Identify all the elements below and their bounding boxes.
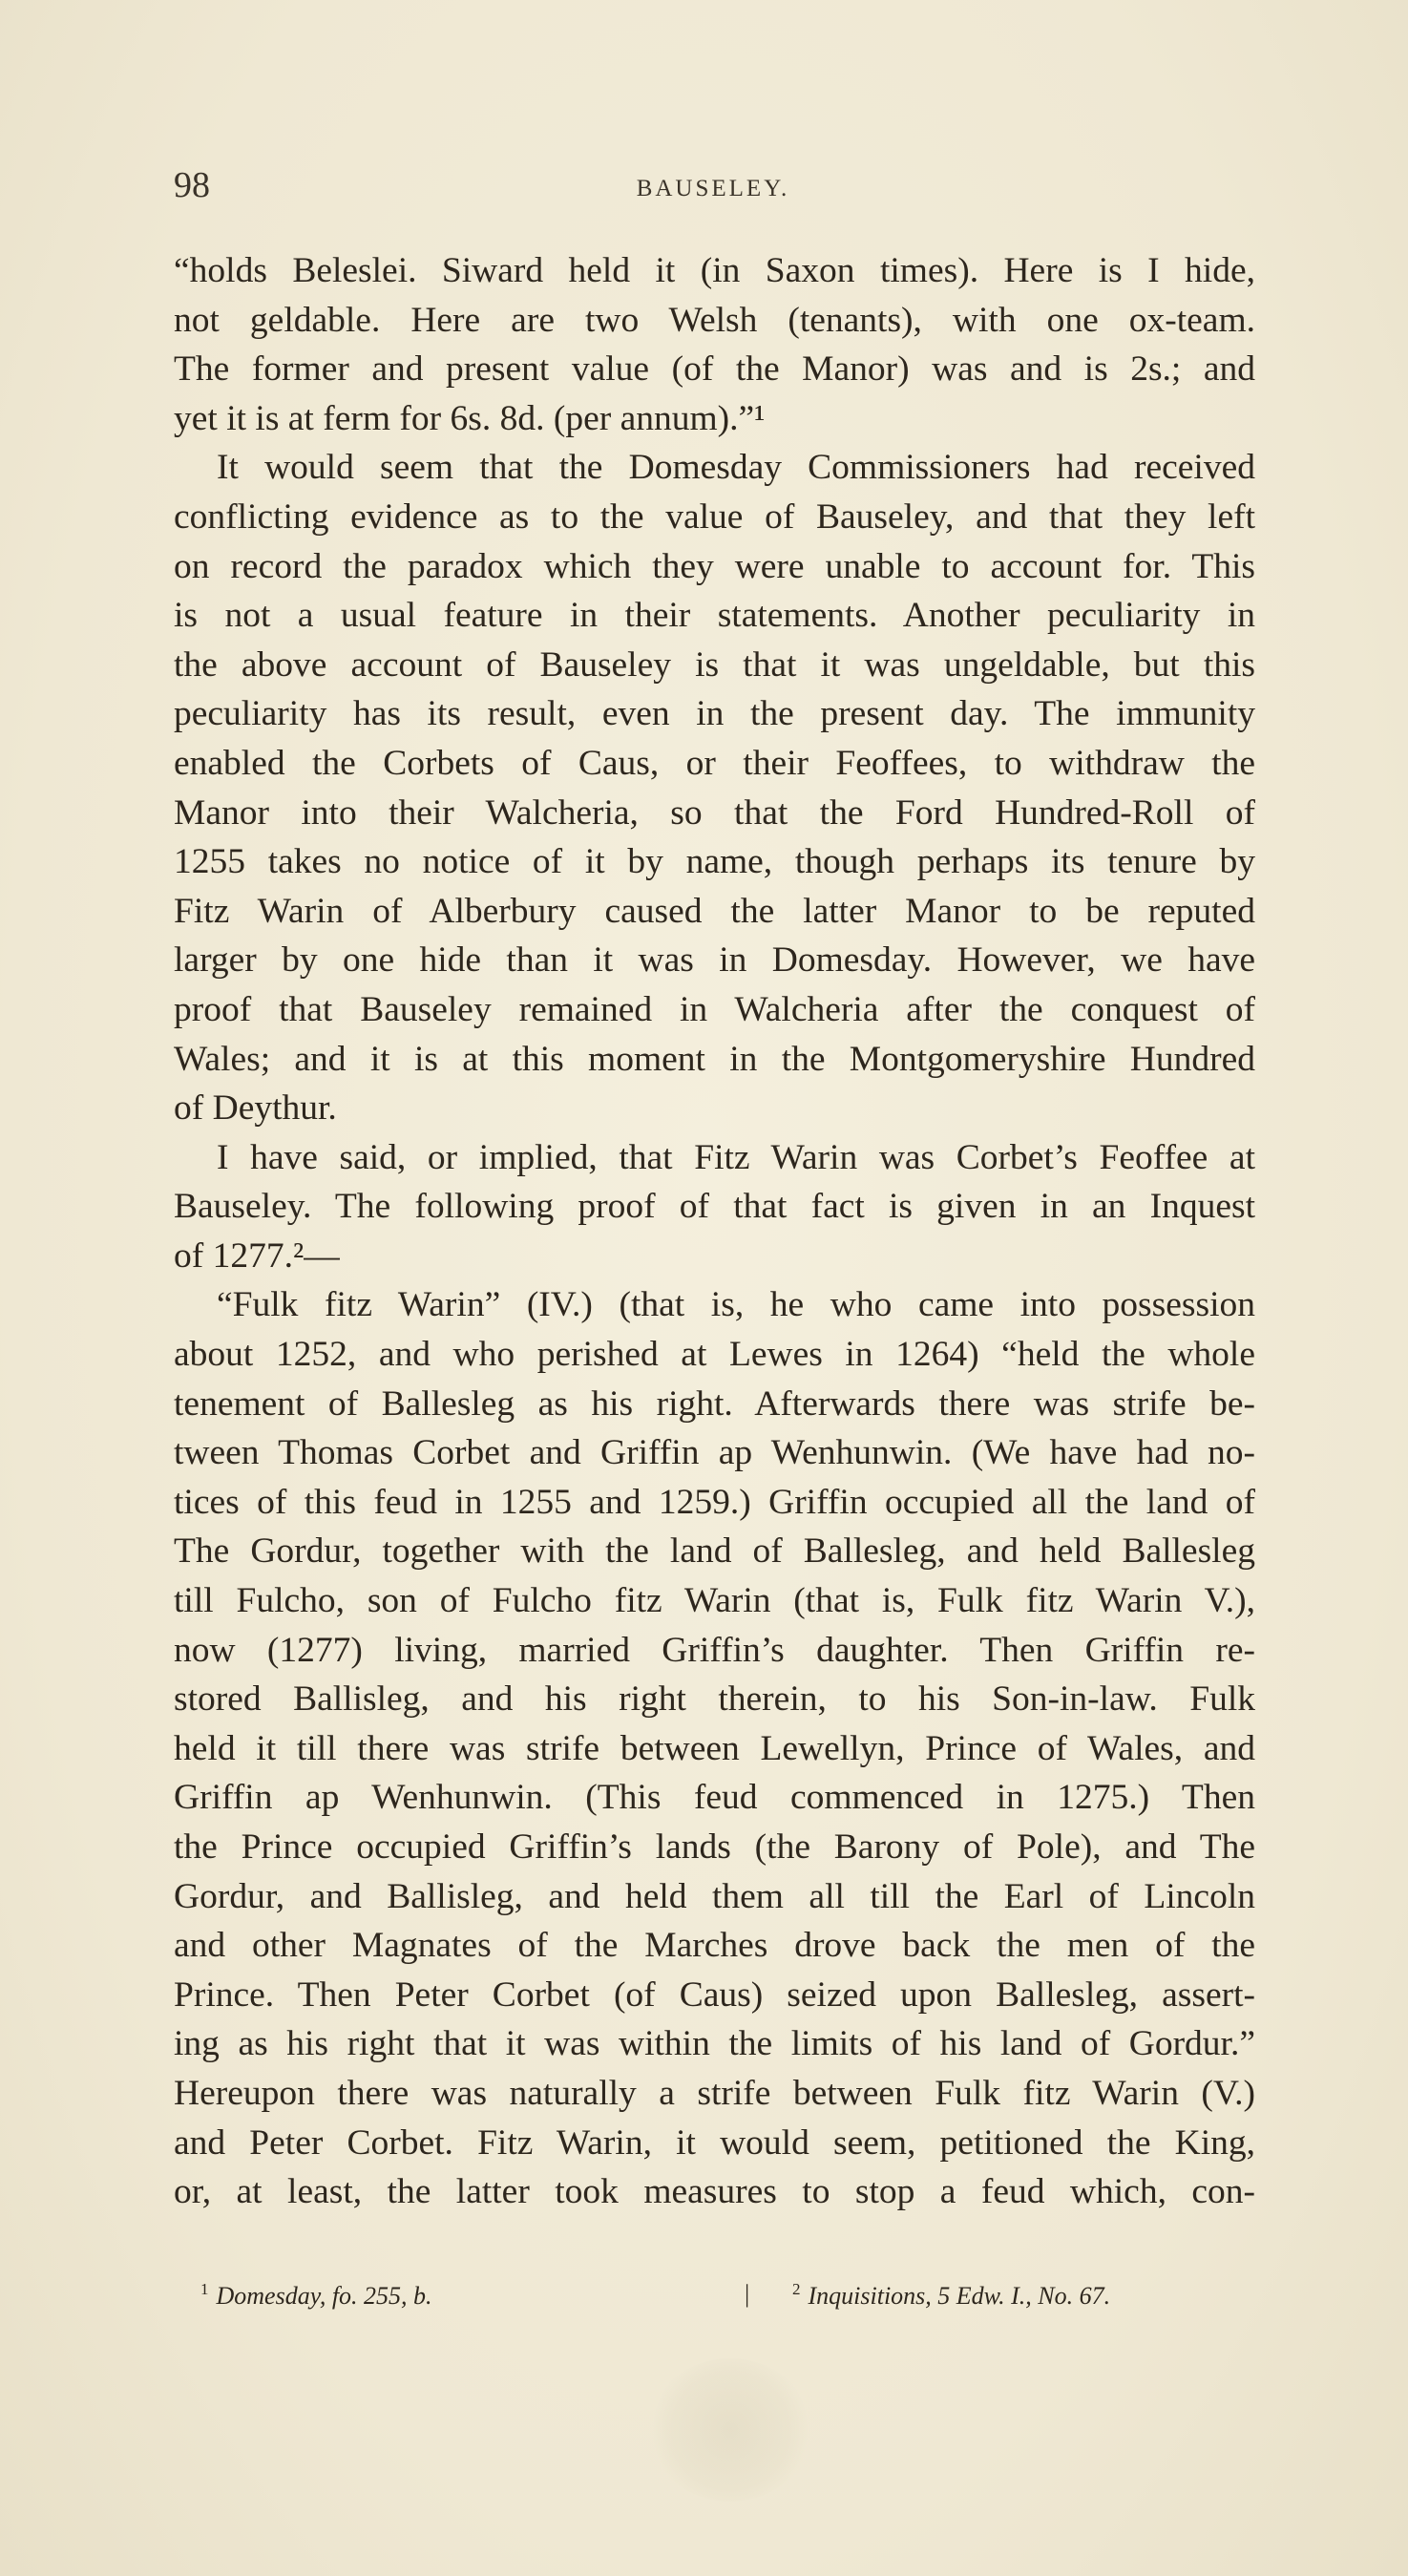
body-text <box>174 246 1255 2217</box>
text-line: larger by one hide than it was in Domesday. However, we have <box>174 940 1255 981</box>
text-line: ing as his right that it was within the limits of his land of Gordur.” <box>174 2024 1255 2064</box>
text-line: peculiarity has its result, even in the present day. The immunity <box>174 694 1255 734</box>
text-line: Prince. Then Peter Corbet (of Caus) seized upon Ballesleg, assert- <box>174 1974 1255 2015</box>
text-line: Hereupon there was naturally a strife between Fulk fitz Warin (V.) <box>174 2073 1255 2113</box>
footnote-text: Inquisitions, 5 Edw. I., No. 67. <box>808 2282 1111 2310</box>
footnote-marker: 2 <box>792 2280 801 2298</box>
text-line: till Fulcho, son of Fulcho fitz Warin (that is, Fulk fitz Warin V.), <box>174 1581 1255 1621</box>
text-line: Wales; and it is at this moment in the Montgomeryshire Hundred <box>174 1039 1255 1079</box>
text-line: I have said, or implied, that Fitz Warin was Corbet’s Feoffee at <box>217 1137 1255 1177</box>
text-line: not geldable. Here are two Welsh (tenants), with one ox-team. <box>174 300 1255 340</box>
text-line: Fitz Warin of Alberbury caused the latter Manor to be reputed <box>174 891 1255 931</box>
text-line: yet it is at ferm for 6s. 8d. (per annum).”¹ <box>174 398 766 438</box>
text-line: the above account of Bauseley is that it was ungeldable, but this <box>174 644 1255 685</box>
text-line: now (1277) living, married Griffin’s daughter. Then Griffin re- <box>174 1630 1255 1670</box>
text-line: “holds Beleslei. Siward held it (in Saxon times). Here is I hide, <box>174 251 1255 290</box>
text-line: about 1252, and who perished at Lewes in 1264) “held the whole <box>174 1335 1255 1375</box>
text-line: conflicting evidence as to the value of Bauseley, and that they left <box>174 496 1255 537</box>
text-line: “Fulk fitz Warin” (IV.) (that is, he who came into possession <box>217 1285 1255 1325</box>
text-line: on record the paradox which they were unable to account for. This <box>174 546 1255 586</box>
text-line: enabled the Corbets of Caus, or their Feoffees, to withdraw the <box>174 743 1255 783</box>
text-line: The Gordur, together with the land of Ballesleg, and held Ballesleg <box>174 1531 1255 1572</box>
text-line: tween Thomas Corbet and Griffin ap Wenhunwin. (We have had no- <box>174 1433 1255 1473</box>
text-line: held it till there was strife between Lewellyn, Prince of Wales, and <box>174 1728 1255 1768</box>
text-line: of Deythur. <box>174 1088 337 1129</box>
footnote-2 <box>792 2280 1110 2311</box>
text-line: and Peter Corbet. Fitz Warin, it would seem, petitioned the King, <box>174 2122 1255 2163</box>
footnote-1 <box>200 2280 432 2311</box>
text-line: of 1277.²— <box>174 1235 340 1276</box>
text-line: Griffin ap Wenhunwin. (This feud commenced in 1275.) Then <box>174 1778 1255 1818</box>
text-line: stored Ballisleg, and his right therein, to his Son-in-law. Fulk <box>174 1679 1255 1720</box>
footnotes <box>200 2280 1270 2318</box>
text-line: Manor into their Walcheria, so that the Ford Hundred-Roll of <box>174 792 1255 833</box>
footnote-text: Domesday, fo. 255, b. <box>216 2282 432 2310</box>
page-number: 98 <box>174 165 210 205</box>
text-line: the Prince occupied Griffin’s lands (the Barony of Pole), and The <box>174 1827 1255 1867</box>
text-line: tenement of Ballesleg as his right. Afterwards there was strife be- <box>174 1383 1255 1424</box>
text-line: tices of this feud in 1255 and 1259.) Griffin occupied all the land of <box>174 1482 1255 1522</box>
text-line: 1255 takes no notice of it by name, though perhaps its tenure by <box>174 842 1255 882</box>
text-line: or, at least, the latter took measures to stop a feud which, con- <box>174 2172 1255 2212</box>
footnote-divider: | <box>745 2280 750 2308</box>
running-title: BAUSELEY. <box>636 176 790 201</box>
text-line: proof that Bauseley remained in Walcheria after the conquest of <box>174 989 1255 1029</box>
faded-library-stamp <box>649 2358 811 2502</box>
text-line: Bauseley. The following proof of that fact is given in an Inquest <box>174 1187 1255 1227</box>
text-line: and other Magnates of the Marches drove back the men of the <box>174 1926 1255 1966</box>
text-line: Gordur, and Ballisleg, and held them all till the Earl of Lincoln <box>174 1876 1255 1916</box>
page-header <box>174 164 1252 212</box>
footnote-marker: 1 <box>200 2280 209 2298</box>
text-line: The former and present value (of the Manor) was and is 2s.; and <box>174 349 1255 390</box>
text-line: It would seem that the Domesday Commissioners had received <box>217 448 1255 488</box>
text-line: is not a usual feature in their statements. Another peculiarity in <box>174 596 1255 636</box>
